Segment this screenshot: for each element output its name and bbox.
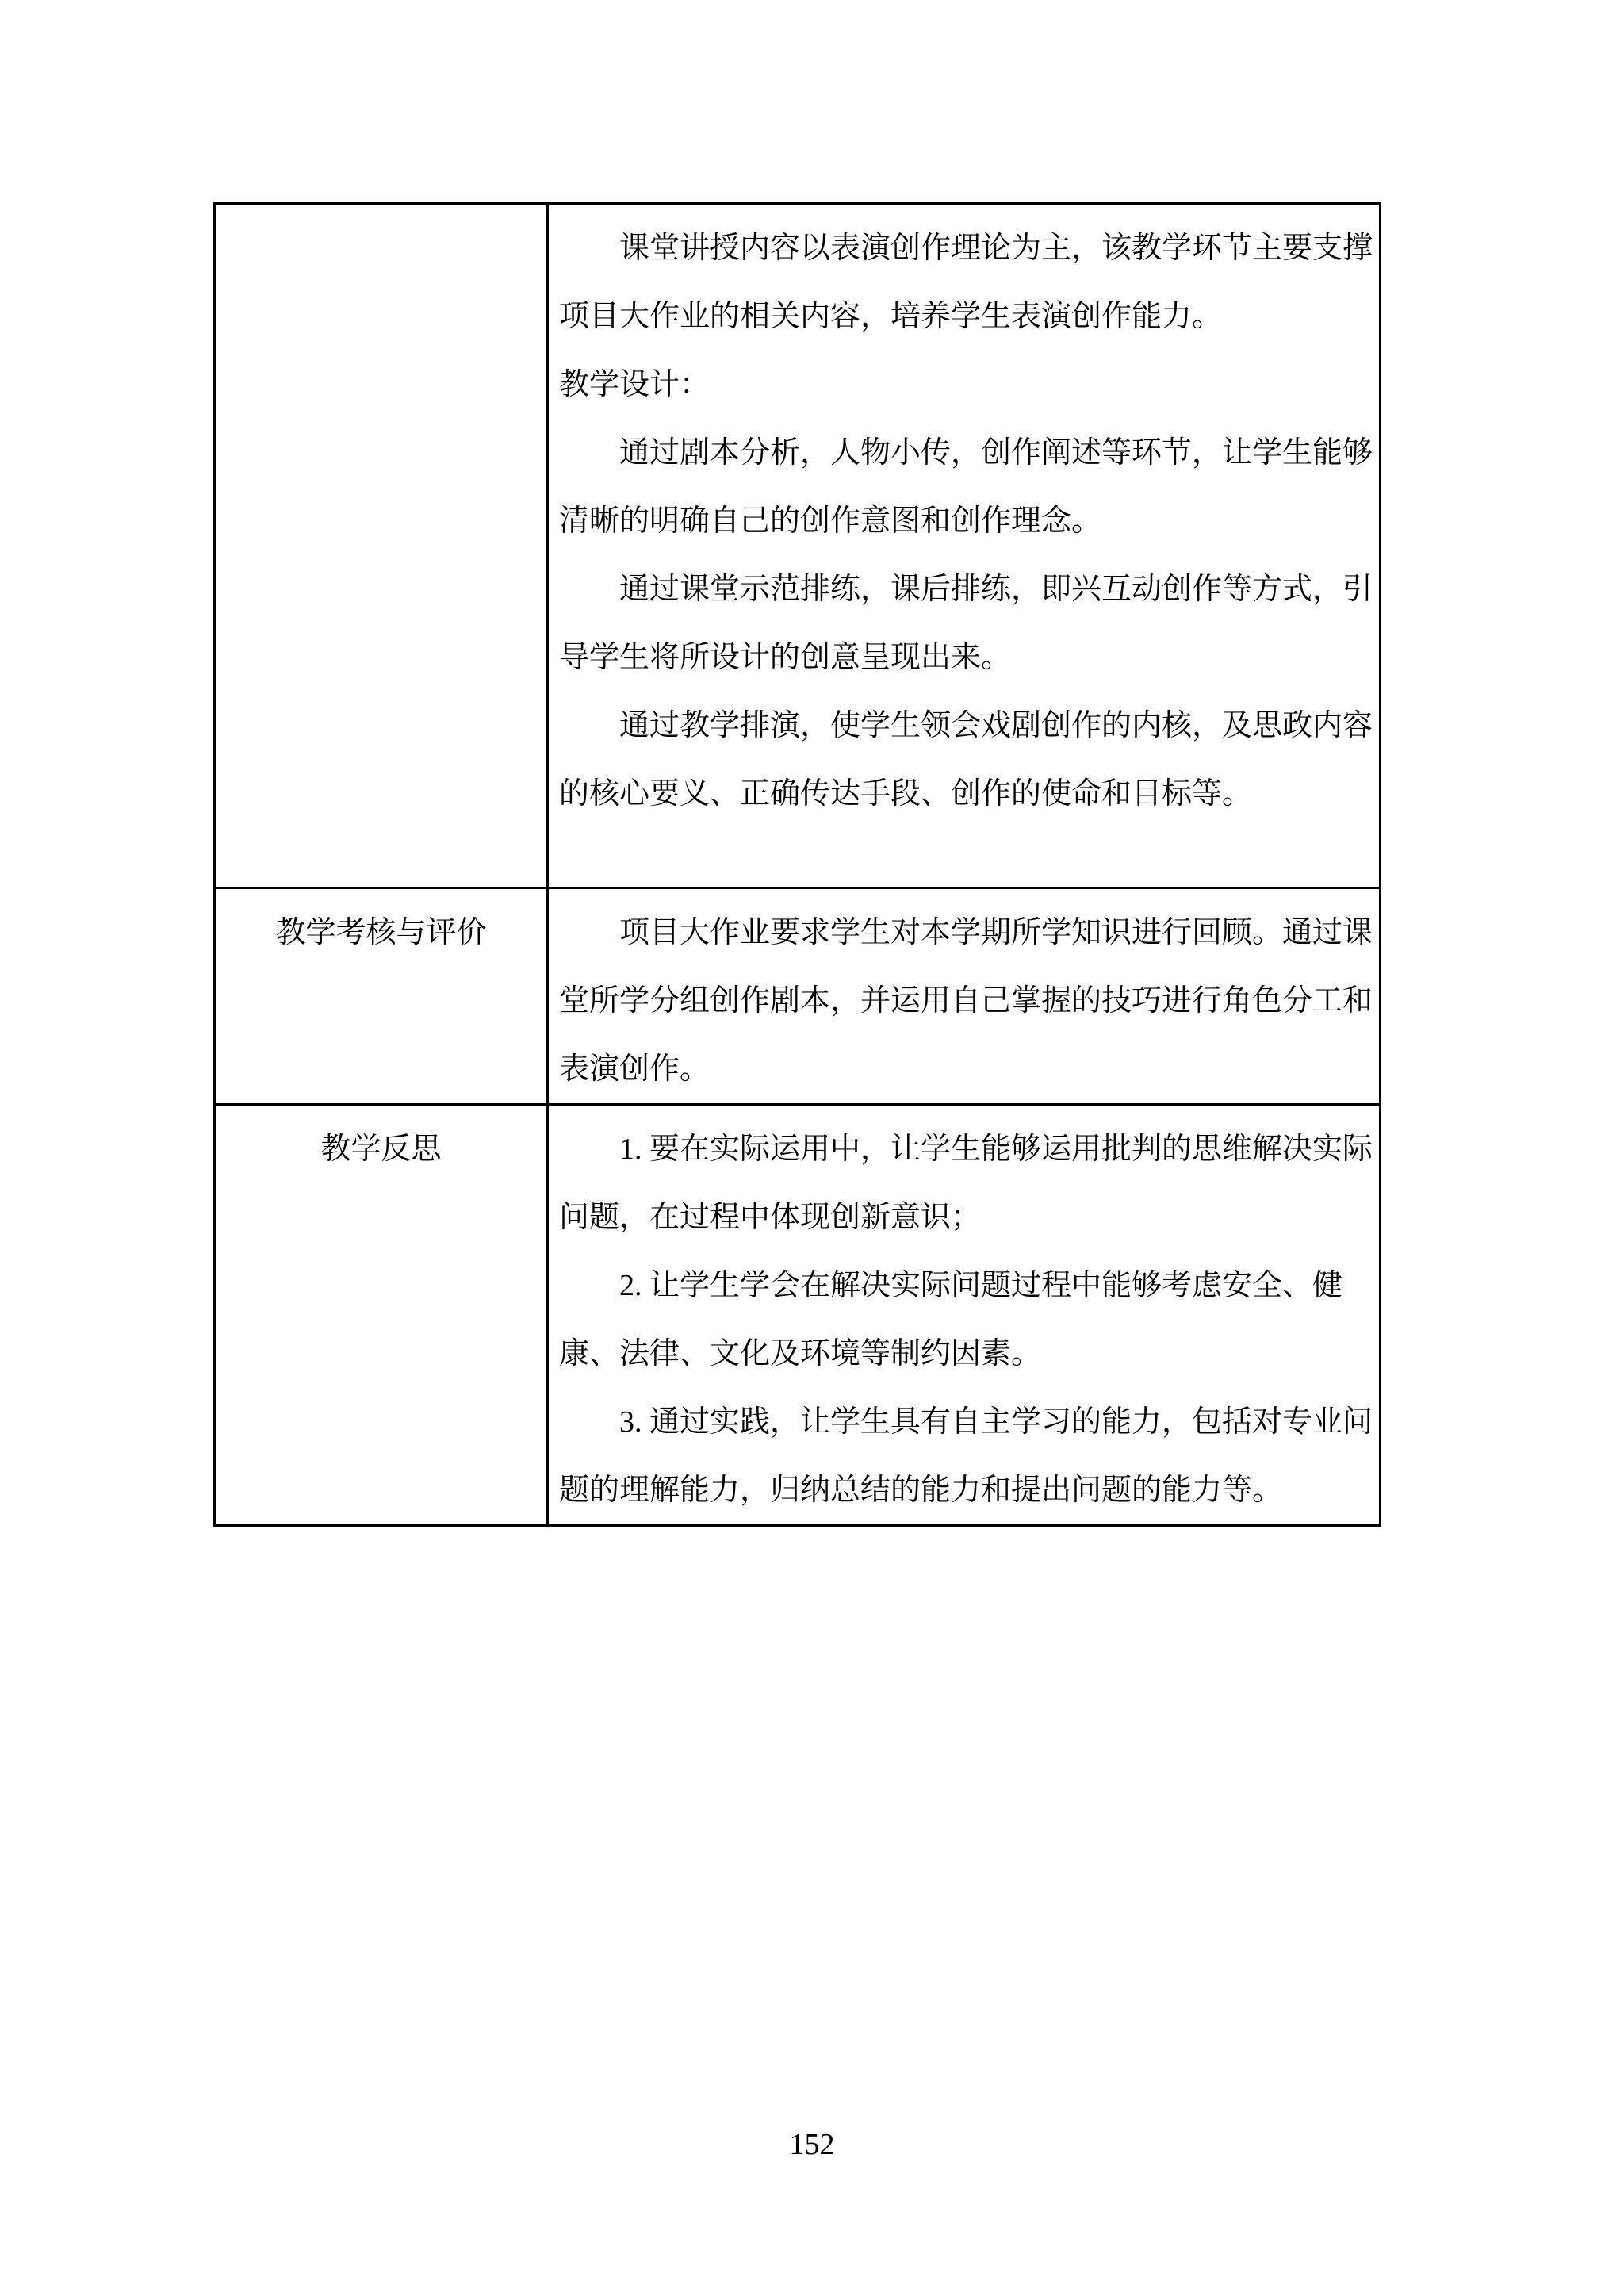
content-line: 的核心要义、正确传达手段、创作的使命和目标等。: [559, 777, 1253, 811]
content-line: 通过课堂示范排练，课后排练，即兴互动创作等方式，引: [619, 573, 1373, 606]
content-line: 课堂讲授内容以表演创作理论为主，该教学环节主要支撑: [619, 232, 1373, 265]
content-line: 项目大作业的相关内容，培养学生表演创作能力。: [559, 300, 1223, 333]
content-line: 题的理解能力，归纳总结的能力和提出问题的能力等。: [559, 1474, 1283, 1507]
row-label: 教学考核与评价: [275, 916, 487, 949]
content-line: 堂所学分组创作剧本，并运用自己掌握的技巧进行角色分工和: [559, 984, 1373, 1018]
teaching-plan-table-body: [215, 204, 1381, 1526]
row-content: [549, 1106, 1379, 1524]
row-label-cell: [215, 204, 548, 888]
content-line: 教学设计：: [559, 368, 710, 401]
content-line: 3. 通过实践，让学生具有自主学习的能力，包括对专业问: [619, 1405, 1373, 1439]
content-line: 导学生将所设计的创意呈现出来。: [559, 641, 1012, 674]
row-content-cell: [548, 1105, 1381, 1526]
content-line: 2. 让学生学会在解决实际问题过程中能够考虑安全、健: [619, 1269, 1343, 1302]
page-number: 152: [789, 2128, 835, 2161]
content-line: 清晰的明确自己的创作意图和创作理念。: [559, 504, 1102, 538]
row-content-cell: [548, 888, 1381, 1105]
row-content-cell: [548, 204, 1381, 888]
row-label-cell: [215, 1105, 548, 1526]
content-line: 问题，在过程中体现创新意识；: [559, 1201, 982, 1234]
table-row: [215, 204, 1381, 888]
content-line: 康、法律、文化及环境等制约因素。: [559, 1337, 1042, 1370]
content-line: 通过剧本分析，人物小传，创作阐述等环节，让学生能够: [619, 436, 1373, 470]
row-label: [216, 205, 546, 214]
content-line: 1. 要在实际运用中，让学生能够运用批判的思维解决实际: [619, 1133, 1373, 1166]
table-row: [215, 1105, 1381, 1526]
row-content: [549, 205, 1379, 828]
row-label: 教学反思: [320, 1133, 442, 1166]
content-line: 项目大作业要求学生对本学期所学知识进行回顾。通过课: [619, 916, 1373, 949]
row-label-cell: [215, 888, 548, 1105]
content-line: 表演创作。: [559, 1052, 710, 1086]
content-line: 通过教学排演，使学生领会戏剧创作的内核，及思政内容: [619, 709, 1373, 742]
teaching-plan-table: [213, 202, 1381, 1527]
table-row: [215, 888, 1381, 1105]
row-content: [549, 889, 1379, 1103]
